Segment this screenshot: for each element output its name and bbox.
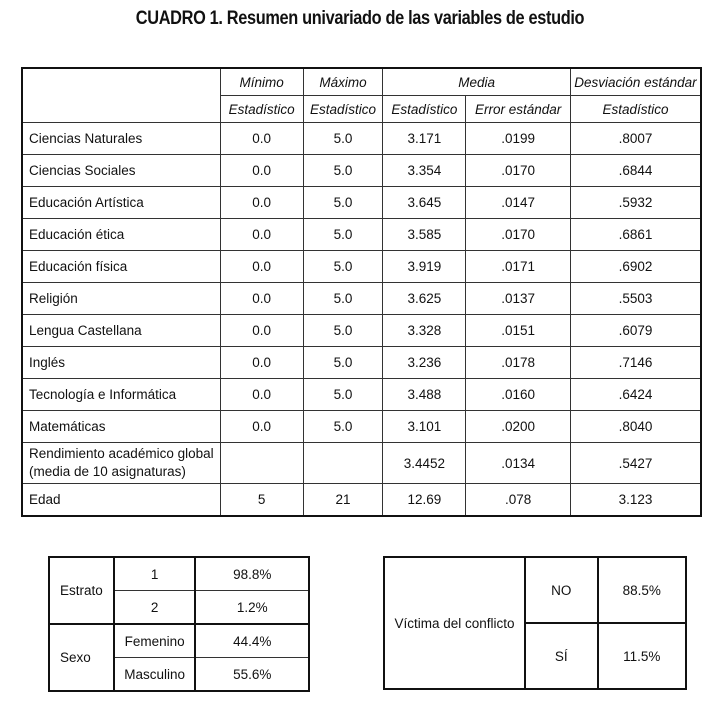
table-row	[22, 411, 701, 443]
cell-sd: .8007	[570, 123, 701, 155]
victima-key: SÍ	[525, 623, 597, 689]
header-maximo: Máximo	[303, 68, 383, 96]
cell-max: 5.0	[303, 251, 383, 283]
cell-se: .0199	[466, 123, 571, 155]
cell-min: 0.0	[220, 347, 303, 379]
cell-min: 0.0	[220, 283, 303, 315]
cell-se: .0170	[466, 219, 571, 251]
sexo-value: 55.6%	[195, 658, 309, 692]
cell-min	[220, 443, 303, 484]
title-prefix: CUADRO 1.	[135, 8, 223, 29]
title-text: Resumen univariado de las variables de estudio	[222, 8, 585, 29]
cell-max: 5.0	[303, 187, 383, 219]
estrato-value: 98.8%	[195, 557, 309, 591]
table-row-edad	[22, 484, 701, 517]
cell-max: 5.0	[303, 219, 383, 251]
cell-min: 0.0	[220, 219, 303, 251]
table-row-global	[22, 443, 701, 484]
cell-se: .0200	[466, 411, 571, 443]
cell-min: 0.0	[220, 411, 303, 443]
subheader-sd-stat: Estadístico	[570, 96, 701, 123]
cell-mean: 3.101	[383, 411, 466, 443]
header-media: Media	[383, 68, 571, 96]
summary-table	[21, 67, 702, 517]
subheader-max-stat: Estadístico	[303, 96, 383, 123]
victima-table	[383, 556, 687, 690]
cell-sd: .5427	[570, 443, 701, 484]
cell-sd: .6902	[570, 251, 701, 283]
table-title	[50, 8, 669, 30]
sexo-value: 44.4%	[195, 624, 309, 658]
row-label: Matemáticas	[22, 411, 220, 443]
table-row	[49, 557, 309, 591]
cell-mean: 3.625	[383, 283, 466, 315]
cell-se: .0171	[466, 251, 571, 283]
cell-mean: 3.488	[383, 379, 466, 411]
cell-min: 0.0	[220, 379, 303, 411]
estrato-key: 2	[114, 591, 196, 625]
cell-sd: .5503	[570, 283, 701, 315]
row-label: Ciencias Sociales	[22, 155, 220, 187]
row-label	[22, 443, 220, 484]
row-label: Educación Artística	[22, 187, 220, 219]
cell-sd: .8040	[570, 411, 701, 443]
cell-se: .0151	[466, 315, 571, 347]
row-label: Educación ética	[22, 219, 220, 251]
cell-max: 5.0	[303, 315, 383, 347]
cell-mean: 3.171	[383, 123, 466, 155]
cell-se: .078	[466, 484, 571, 517]
victima-value: 88.5%	[598, 557, 687, 623]
cell-se: .0147	[466, 187, 571, 219]
cell-mean: 3.645	[383, 187, 466, 219]
victima-value: 11.5%	[598, 623, 687, 689]
subheader-mean-stat: Estadístico	[383, 96, 466, 123]
cell-max: 5.0	[303, 347, 383, 379]
cell-min: 5	[220, 484, 303, 517]
row-label: Tecnología e Informática	[22, 379, 220, 411]
table-row	[22, 155, 701, 187]
row-label: Ciencias Naturales	[22, 123, 220, 155]
cell-max: 5.0	[303, 379, 383, 411]
cell-sd: 3.123	[570, 484, 701, 517]
table-row	[22, 251, 701, 283]
cell-mean: 3.354	[383, 155, 466, 187]
victima-key: NO	[525, 557, 597, 623]
sexo-key: Masculino	[114, 658, 196, 692]
cell-min: 0.0	[220, 187, 303, 219]
table-row	[49, 624, 309, 658]
cell-mean: 3.919	[383, 251, 466, 283]
cell-max: 21	[303, 484, 383, 517]
header-minimo: Mínimo	[220, 68, 303, 96]
row-label-line1: Rendimiento académico global	[29, 446, 214, 461]
sexo-key: Femenino	[114, 624, 196, 658]
cell-sd: .6861	[570, 219, 701, 251]
estrato-label: Estrato	[49, 557, 114, 624]
cell-sd: .7146	[570, 347, 701, 379]
table-row	[22, 187, 701, 219]
cell-se: .0160	[466, 379, 571, 411]
table-row	[22, 123, 701, 155]
row-label: Educación física	[22, 251, 220, 283]
row-label-line2: (media de 10 asignaturas)	[29, 464, 186, 479]
subheader-mean-se: Error estándar	[466, 96, 571, 123]
subheader-min-stat: Estadístico	[220, 96, 303, 123]
estrato-sexo-table	[48, 556, 310, 692]
row-label: Inglés	[22, 347, 220, 379]
victima-label: Víctima del conflicto	[384, 557, 525, 689]
cell-max: 5.0	[303, 155, 383, 187]
estrato-key: 1	[114, 557, 196, 591]
cell-max: 5.0	[303, 123, 383, 155]
cell-mean: 12.69	[383, 484, 466, 517]
header-desviacion: Desviación estándar	[570, 68, 701, 96]
cell-se: .0137	[466, 283, 571, 315]
cell-max: 5.0	[303, 283, 383, 315]
header-row-top	[22, 68, 701, 96]
cell-min: 0.0	[220, 251, 303, 283]
table-row	[384, 557, 686, 623]
table-row	[22, 219, 701, 251]
sexo-label: Sexo	[49, 624, 114, 691]
cell-se: .0178	[466, 347, 571, 379]
header-blank	[22, 68, 220, 123]
cell-se: .0170	[466, 155, 571, 187]
row-label: Religión	[22, 283, 220, 315]
cell-max	[303, 443, 383, 484]
table-row	[22, 379, 701, 411]
cell-mean: 3.4452	[383, 443, 466, 484]
cell-min: 0.0	[220, 155, 303, 187]
cell-sd: .6079	[570, 315, 701, 347]
cell-sd: .6844	[570, 155, 701, 187]
cell-sd: .5932	[570, 187, 701, 219]
cell-max: 5.0	[303, 411, 383, 443]
table-row	[22, 315, 701, 347]
table-row	[22, 347, 701, 379]
estrato-value: 1.2%	[195, 591, 309, 625]
cell-mean: 3.236	[383, 347, 466, 379]
cell-mean: 3.585	[383, 219, 466, 251]
row-label: Edad	[22, 484, 220, 517]
row-label: Lengua Castellana	[22, 315, 220, 347]
table-row	[22, 283, 701, 315]
cell-mean: 3.328	[383, 315, 466, 347]
cell-se: .0134	[466, 443, 571, 484]
cell-min: 0.0	[220, 123, 303, 155]
cell-min: 0.0	[220, 315, 303, 347]
cell-sd: .6424	[570, 379, 701, 411]
